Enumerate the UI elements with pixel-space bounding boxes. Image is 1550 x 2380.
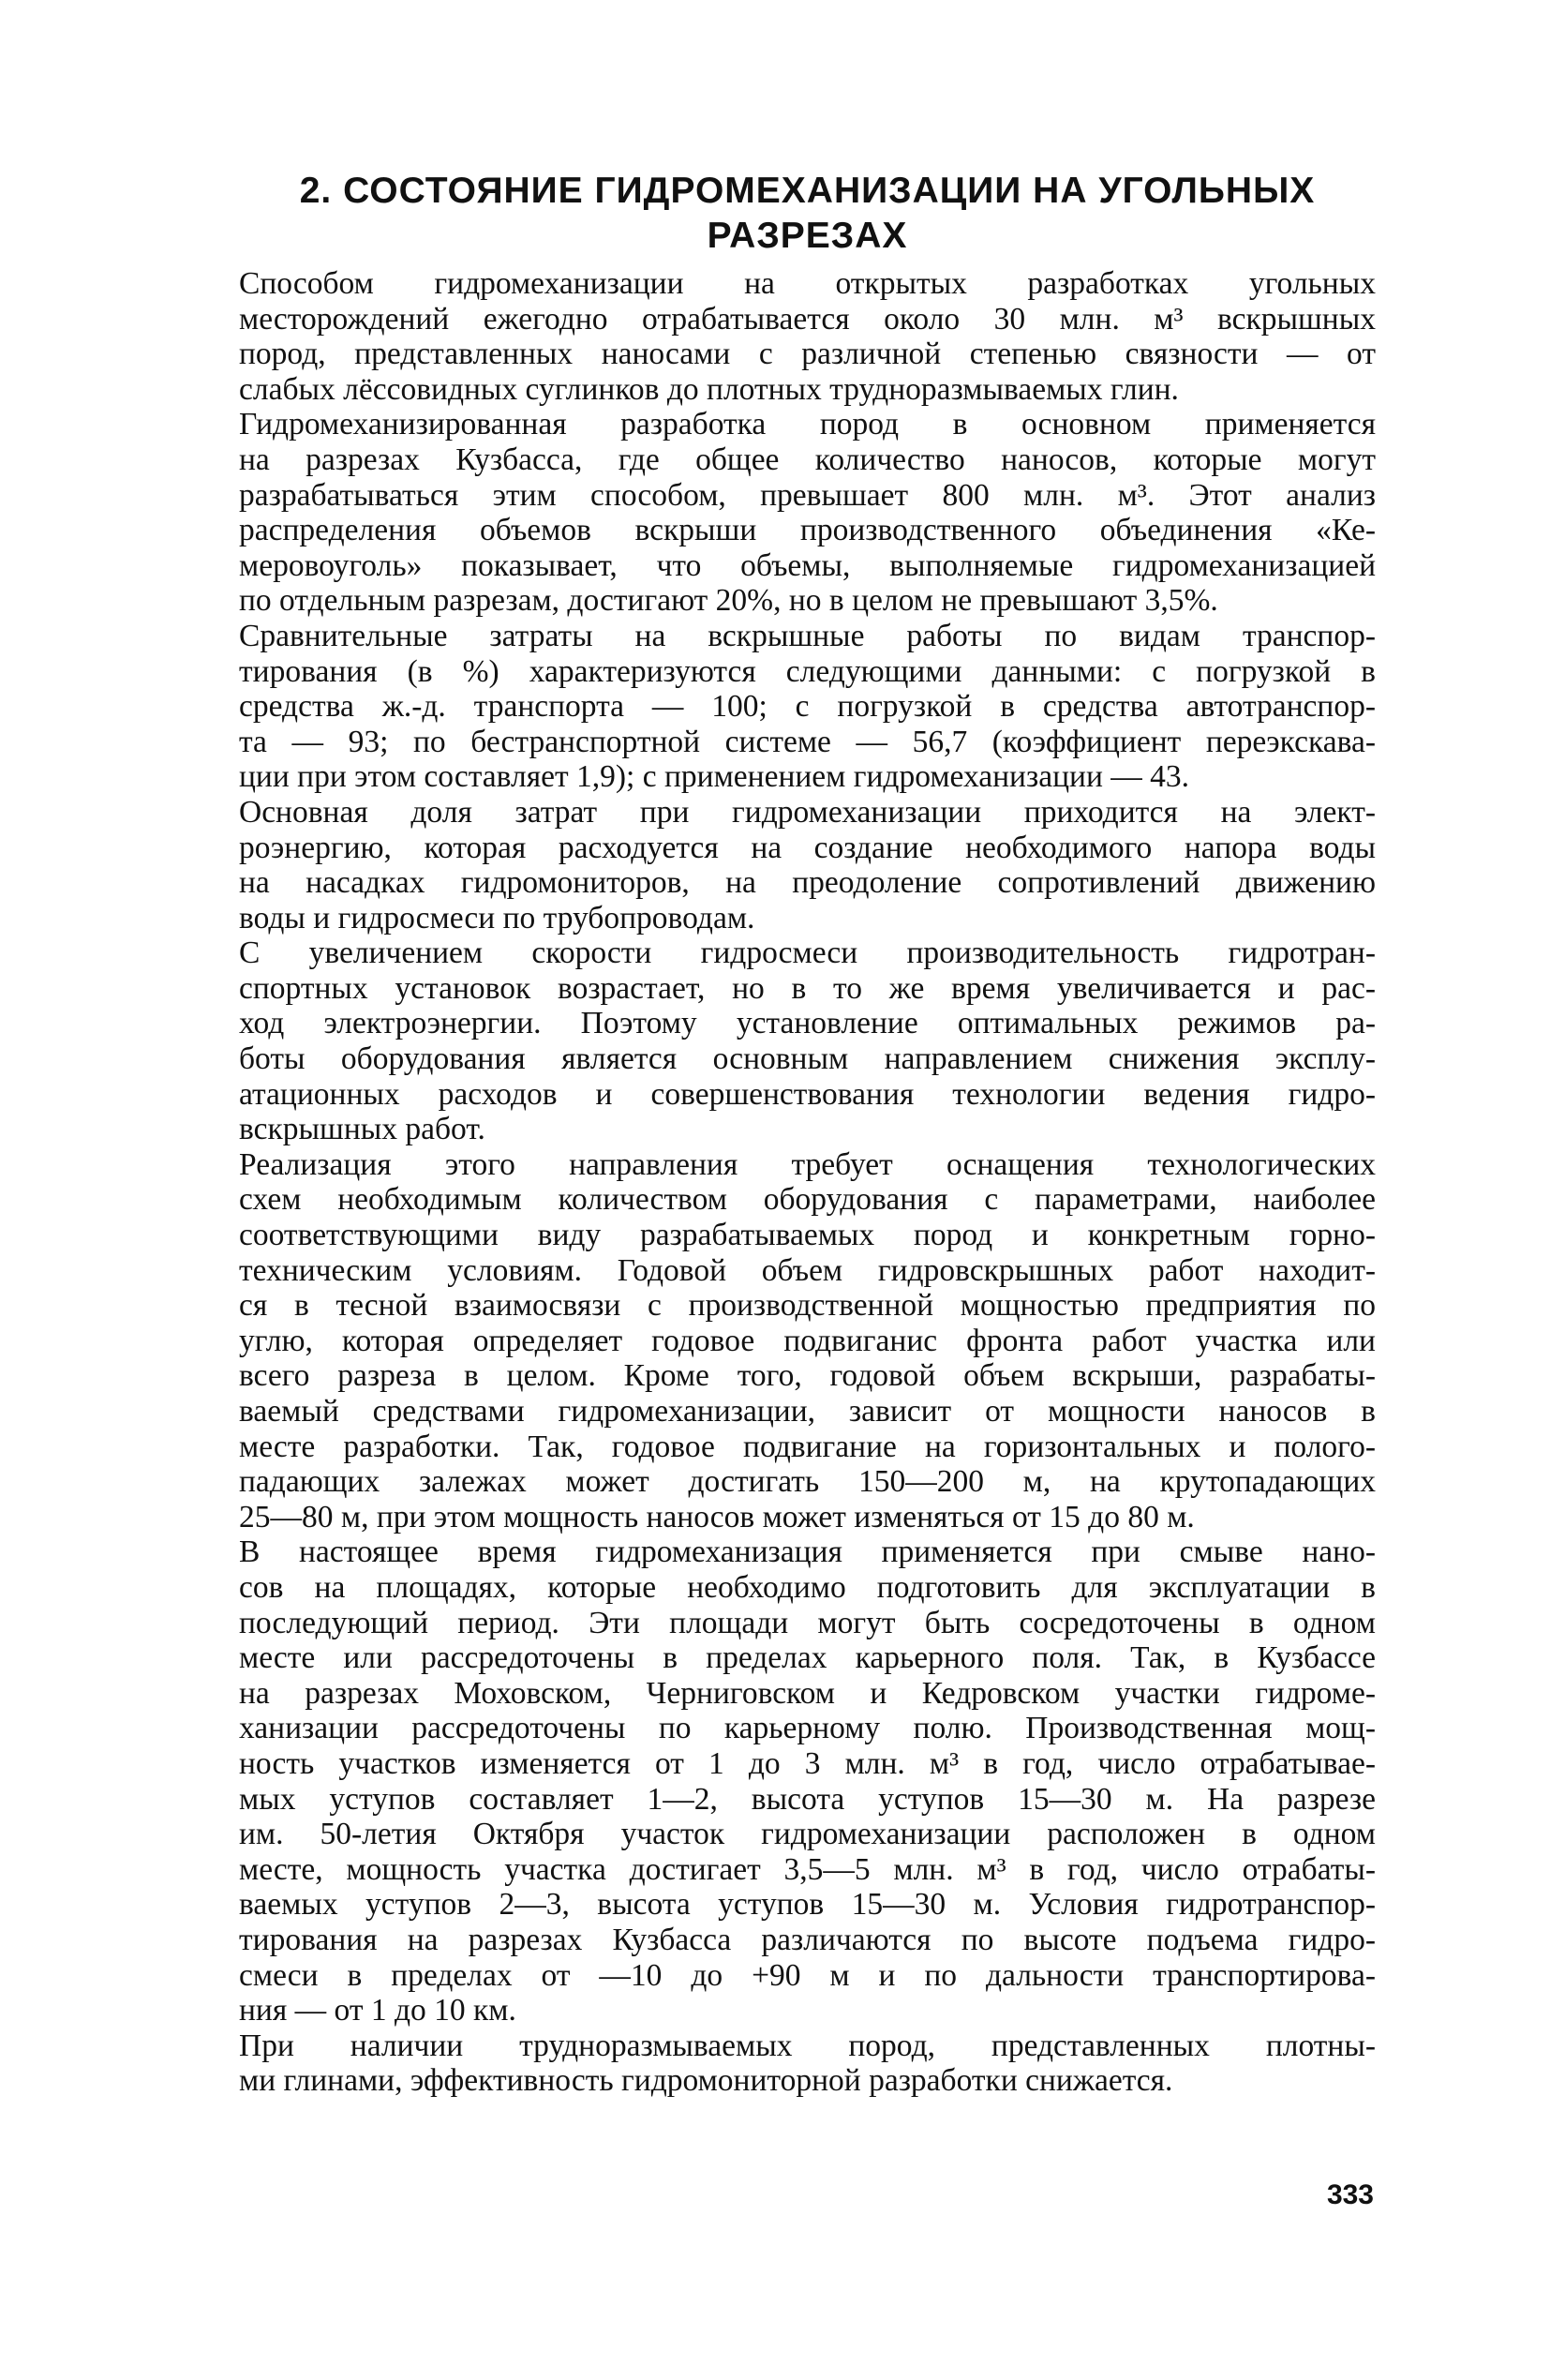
paragraph — [239, 619, 1376, 795]
text-line: Гидромеханизированная разработка пород в основном применяется — [239, 407, 1376, 442]
text-line: Сравнительные затраты на вскрышные работы по видам транспор- — [239, 618, 1376, 653]
text-line: атационных расходов и совершенствования технологии ведения гидро- — [239, 1076, 1376, 1112]
text-line: роэнергию, которая расходуется на создание необходимого напора воды — [239, 830, 1376, 865]
text-line: по отдельным разрезам, достигают 20%, но в целом не превышают 3,5%. — [239, 583, 1218, 619]
text-line: разрабатываться этим способом, превышает 800 млн. м³. Этот анализ — [239, 477, 1376, 513]
text-line: на разрезах Кузбасса, где общее количество наносов, которые могут — [239, 442, 1376, 477]
text-line: распределения объемов вскрыши производственного объединения «Ке- — [239, 513, 1376, 548]
text-line: месте, мощность участка достигает 3,5—5 млн. м³ в год, число отрабаты- — [239, 1851, 1376, 1887]
text-line: воды и гидросмеси по трубопроводам. — [239, 900, 755, 936]
page-body — [239, 169, 1376, 2099]
section-title — [239, 169, 1376, 259]
text-line: ход электроэнергии. Поэтому установление оптимальных режимов ра- — [239, 1006, 1376, 1041]
text-line: на разрезах Моховском, Черниговском и Кедровском участки гидроме- — [239, 1675, 1376, 1711]
paragraph — [239, 407, 1376, 619]
text-line: боты оборудования является основным направлением снижения эксплу- — [239, 1041, 1376, 1077]
text-line: ность участков изменяется от 1 до 3 млн. м³ в год, число отрабатывае- — [239, 1745, 1376, 1781]
text-line: вскрышных работ. — [239, 1112, 485, 1147]
text-line: ции при этом составляет 1,9); с применением гидромеханизации — 43. — [239, 759, 1189, 795]
text-body — [239, 266, 1376, 2099]
paragraph — [239, 266, 1376, 407]
text-line: схем необходимым количеством оборудования с параметрами, наиболее — [239, 1182, 1376, 1218]
text-line: средства ж.-д. транспорта — 100; с погрузкой в средства автотранспор- — [239, 689, 1376, 725]
text-line: спортных установок возрастает, но в то же время увеличивается и рас- — [239, 970, 1376, 1006]
text-line: При наличии трудноразмываемых пород, представленных плотны- — [239, 2028, 1376, 2063]
paragraph — [239, 1534, 1376, 2028]
text-line: ханизации рассредоточены по карьерному полю. Производственная мощ- — [239, 1711, 1376, 1746]
text-line: месторождений ежегодно отрабатывается около 30 млн. м³ вскрышных — [239, 301, 1376, 337]
text-line: месте разработки. Так, годовое подвигание на горизонтальных и полого- — [239, 1429, 1376, 1464]
text-line: сов на площадях, которые необходимо подготовить для эксплуатации в — [239, 1569, 1376, 1605]
text-line: та — 93; по бестранспортной системе — 56,7 (коэффициент переэкскава- — [239, 724, 1376, 759]
section-title-line-1: 2. СОСТОЯНИЕ ГИДРОМЕХАНИЗАЦИИ НА УГОЛЬНЫХ — [299, 171, 1316, 211]
text-line: Основная доля затрат при гидромеханизации приходится на элект- — [239, 794, 1376, 830]
paragraph — [239, 795, 1376, 936]
text-line: всего разреза в целом. Кроме того, годовой объем вскрыши, разрабаты- — [239, 1358, 1376, 1394]
paragraph — [239, 1147, 1376, 1535]
page-number: 333 — [1326, 2179, 1374, 2210]
paragraph — [239, 2028, 1376, 2099]
text-line: Способом гидромеханизации на открытых разработках угольных — [239, 266, 1376, 301]
text-line: ся в тесной взаимосвязи с производственной мощностью предприятия по — [239, 1288, 1376, 1324]
text-line: ния — от 1 до 10 км. — [239, 1993, 516, 2028]
text-line: тирования (в %) характеризуются следующими данными: с погрузкой в — [239, 653, 1376, 689]
text-line: слабых лёссовидных суглинков до плотных трудноразмываемых глин. — [239, 371, 1179, 407]
text-line: техническим условиям. Годовой объем гидровскрышных работ находит- — [239, 1252, 1376, 1288]
text-line: соответствующими виду разрабатываемых пород и конкретным горно- — [239, 1218, 1376, 1253]
text-line: тирования на разрезах Кузбасса различаются по высоте подъема гидро- — [239, 1922, 1376, 1957]
text-line: 25—80 м, при этом мощность наносов может изменяться от 15 до 80 м. — [239, 1499, 1195, 1534]
text-line: С увеличением скорости гидросмеси производительность гидротран- — [239, 936, 1376, 971]
text-line: углю, которая определяет годовое подвиганис фронта работ участка или — [239, 1323, 1376, 1358]
text-line: ми глинами, эффективность гидромониторной разработки снижается. — [239, 2063, 1173, 2099]
text-line: падающих залежах может достигать 150—200 м, на крутопадающих — [239, 1464, 1376, 1500]
paragraph — [239, 936, 1376, 1147]
text-line: ваемый средствами гидромеханизации, зависит от мощности наносов в — [239, 1394, 1376, 1429]
text-line: смеси в пределах от —10 до +90 м и по дальности транспортирова- — [239, 1957, 1376, 1993]
text-line: на насадках гидромониторов, на преодоление сопротивлений движению — [239, 865, 1376, 901]
text-line: последующий период. Эти площади могут быть сосредоточены в одном — [239, 1605, 1376, 1640]
text-line: месте или рассредоточены в пределах карьерного поля. Так, в Кузбассе — [239, 1640, 1376, 1676]
text-line: ваемых уступов 2—3, высота уступов 15—30 м. Условия гидротранспор- — [239, 1887, 1376, 1923]
text-line: мых уступов составляет 1—2, высота уступов 15—30 м. На разрезе — [239, 1781, 1376, 1817]
text-line: В настоящее время гидромеханизация применяется при смыве нано- — [239, 1534, 1376, 1570]
text-line: меровоуголь» показывает, что объемы, выполняемые гидромеханизацией — [239, 547, 1376, 583]
text-line: Реализация этого направления требует оснащения технологических — [239, 1146, 1376, 1182]
text-line: пород, представленных наносами с различной степенью связности — от — [239, 337, 1376, 372]
section-title-line-2: РАЗРЕЗАХ — [707, 216, 908, 256]
text-line: им. 50-летия Октября участок гидромеханизации расположен в одном — [239, 1817, 1376, 1852]
